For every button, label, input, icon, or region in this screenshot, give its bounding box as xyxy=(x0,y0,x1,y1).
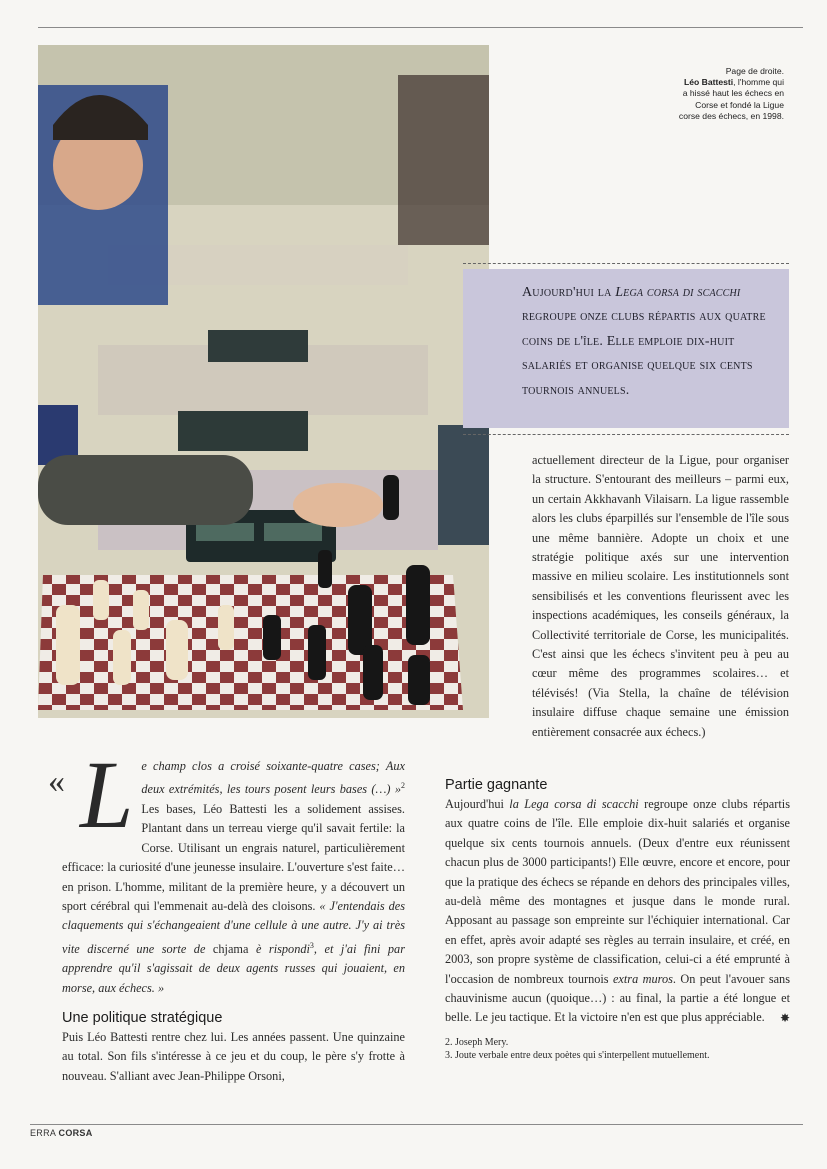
winning-paragraph xyxy=(445,795,790,1028)
top-rule xyxy=(38,27,803,28)
prison-quote-1: « J'entendais des claquements qui s'échangeaient d'une cellule à une autre. J'y ai très vite discerné une sorte de xyxy=(62,898,405,956)
section-heading-strategy: Une politique stratégique xyxy=(62,1010,223,1027)
open-quote-mark: « xyxy=(48,763,65,800)
footer-part2: CORSA xyxy=(58,1128,93,1138)
pull-quote-top-rule xyxy=(463,263,789,264)
pull-quote-part2: regroupe onze clubs répartis aux quatre coins de l'île. Elle emploie dix-huit salariés et organise quelque six cents tournois annuels. xyxy=(522,309,766,398)
opening-quote: e champ clos a croisé soixante-quatre cases; Aux deux extrémités, les tours posent leurs bases (…) » xyxy=(141,759,405,797)
footnote-ref-3: 3 xyxy=(309,940,314,950)
winning-italic-extra-muros: extra muros xyxy=(612,971,673,986)
magazine-footer xyxy=(30,1128,93,1138)
winning-italic-lega: la Lega corsa di scacchi xyxy=(509,797,639,811)
drop-cap: L xyxy=(80,741,134,848)
chess-tournament-photo xyxy=(38,45,489,718)
right-column-top xyxy=(532,451,789,742)
prison-quote-3: , et j'ai fini par apprendre qu'il s'agissait de deux agents russes qui jouaient, en morse, aux échecs. » xyxy=(62,941,405,995)
winning-text-a: Aujourd'hui xyxy=(445,797,510,811)
winning-text-b: regroupe onze clubs répartis aux quatre coins de l'île. Elle emploie dix-huit salariés et organise quelque six cents tournois annuels. (Deux d'entre eux réunissent chacun plus de 3000 participants!) Elle œuvre, encore et encore, pour que la pratique des échecs se répande en dehors des principales villes, au-delà même des montagnes et jusque dans le monde rural. Apposant au passage son empreinte sur l'échiquier international. Car en effet, après avoir adapté ses règles au terrain insulaire, et créé, en 2003, son propre système de classification, celui-ci a été emprunté à l'occasion de nombreux tournois xyxy=(445,797,790,986)
pull-quote-italic: Lega corsa di scacchi xyxy=(615,285,741,300)
bottom-rule xyxy=(30,1124,803,1125)
caption-text: , l'homme qui a hissé haut les échecs en Corse et fondé la Ligue corse des échecs, en 1998. xyxy=(678,77,784,121)
right-column-bottom xyxy=(445,775,790,1062)
pull-quote-part1: Aujourd'hui la xyxy=(522,285,616,300)
prison-quote-plain: chjama xyxy=(205,941,256,956)
opening-paragraph xyxy=(62,741,405,998)
footnote-2: 2. Joseph Mery. xyxy=(445,1036,509,1048)
photo-caption xyxy=(678,66,784,122)
strategy-paragraph: Puis Léo Battesti rentre chez lui. Les années passent. Une quinzaine au total. Son fils s'intéresse à ce jeu et du coup, le père s'y frotte à nouveau. S'alliant avec Jean-Philippe Orsoni, xyxy=(62,1030,405,1083)
caption-name: Léo Battesti xyxy=(683,77,734,88)
right-column-paragraph: actuellement directeur de la Ligue, pour organiser la structure. S'entourant des meilleurs – parmi eux, un certain Akkhavanh Vilaisarn. La ligue rassemble alors les clubs éparpillés sur l'ensemble de l'île sous une même bannière. Adopte un choix et une stratégie politique axés sur une intervention massive en milieu scolaire. Les institutionnels sont sensibilisés et les conventions fleurissent avec les inspections académiques, les conseils généraux, la Collectivité territoriale de Corse, les municipalités. C'est ainsi que les échecs s'invitent peu à peu au cœur même des programmes scolaires… et télévisés! (Via Stella, la chaîne de télévision insulaire diffuse chaque semaine une émission entièrement consacrée aux échecs.) xyxy=(532,453,789,739)
prison-quote-2: è rispondi xyxy=(255,941,310,956)
caption-lead: Page de droite. xyxy=(725,66,784,76)
section-heading-winning: Partie gagnante xyxy=(445,777,548,793)
pull-quote-bottom-rule xyxy=(463,434,789,435)
footer-part1: ERRA xyxy=(30,1128,59,1138)
end-mark-icon: ✸ xyxy=(779,1011,790,1026)
winning-text-c: . On peut l'avouer sans chauvinisme aucun (quoique…) : au final, la partie a été longue et belle. Le jeu tactique. Et la victoire n'en est que plus appréciable. xyxy=(445,971,790,1025)
footnotes xyxy=(445,1036,790,1062)
pull-quote-box xyxy=(463,263,789,426)
opening-text: Les bases, Léo Battesti les a solidement assises. Plantant dans un terreau vierge qu'il savait fertile: la Corse. Utilisant un engrais naturel, particulièrement efficace: la curiosité d'une jeunesse insulaire. L'ouverture s'est faite… en prison. L'homme, militant de la première heure, y a découvert un sport cérébral qui l'emmenait au-delà des cloisons. xyxy=(62,801,405,913)
chess-tournament-photo-icon xyxy=(38,45,489,718)
footnote-ref-2: 2 xyxy=(401,781,405,791)
left-column xyxy=(62,741,405,1086)
pull-quote xyxy=(463,269,789,428)
footnote-3: 3. Joute verbale entre deux poètes qui s'interpellent mutuellement. xyxy=(445,1049,710,1061)
